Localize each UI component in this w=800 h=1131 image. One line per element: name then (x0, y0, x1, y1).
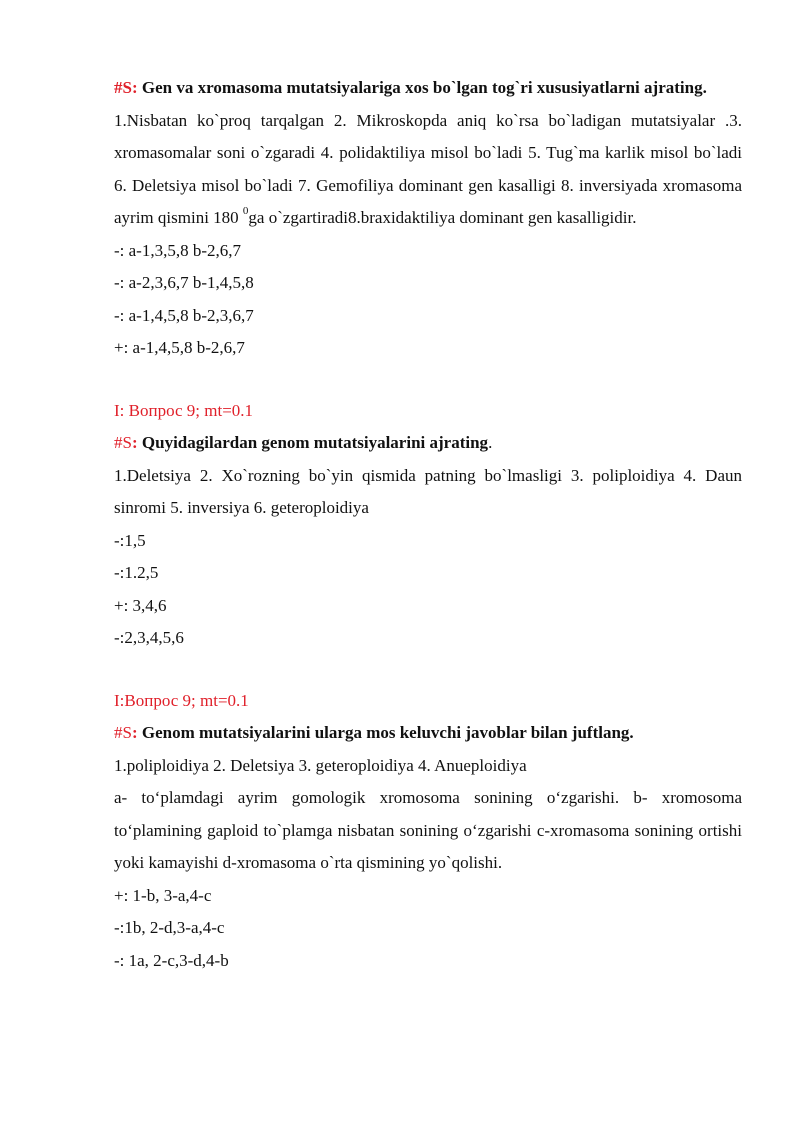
question-list: 1.poliploidiya 2. Deletsiya 3. geteroploidiya 4. Anueploidiya (114, 755, 527, 775)
answer-option: -: a-1,3,5,8 b-2,6,7 (114, 240, 242, 260)
question-block-2 (114, 395, 742, 655)
question-prompt (114, 72, 742, 105)
answer-option: -: a-1,4,5,8 b-2,3,6,7 (114, 305, 254, 325)
s-colon: : (131, 433, 138, 452)
question-header: I:Вопрос 9; mt=0.1 (114, 690, 249, 710)
answer-option: +: 1-b, 3-a,4-c (114, 885, 212, 905)
question-body: a- to‘plamdagi ayrim gomologik xromosoma sonining o‘zgarishi. b- xromosoma to‘plamining gaploid to`plamga nisbatan sonining o‘zgarishi c-xromasoma sonining ortishi yoki kamayishi d-xromasoma o`rta qismining yo`qolishi. (114, 788, 742, 872)
answer-option: -:2,3,4,5,6 (114, 628, 184, 647)
prompt-text: Quyidagilardan genom mutatsiyalarini ajrating (141, 433, 489, 452)
s-colon: : (131, 723, 138, 742)
s-colon: : (131, 78, 138, 97)
s-marker: #S (114, 78, 132, 97)
question-block-1 (114, 72, 742, 365)
document-page (114, 72, 742, 1007)
answer-option: -: a-2,3,6,7 b-1,4,5,8 (114, 273, 254, 292)
prompt-text: Gen va xromasoma mutatsiyalariga xos bo`lgan tog`ri xususiyatlarni ajrating. (141, 78, 707, 97)
answer-option: -:1.2,5 (114, 563, 159, 582)
answer-option: -: 1a, 2-c,3-d,4-b (114, 950, 229, 970)
answer-option: -:1,5 (114, 530, 146, 550)
question-prompt (114, 717, 742, 750)
degree-superscript: 0 (242, 205, 249, 217)
question-body (114, 105, 742, 235)
answer-option: +: 3,4,6 (114, 595, 167, 615)
question-body: 1.Deletsiya 2. Xo`rozning bo`yin qismida patning bo`lmasligi 3. poliploidiya 4. Daun sinromi 5. inversiya 6. geteroploidiya (114, 465, 742, 517)
body-text: 1.Nisbatan ko`proq tarqalgan 2. Mikroskopda aniq ko`rsa bo`ladigan mutatsiyalar .3. xromasomalar soni o`zgaradi 4. polidaktiliya misol bo`ladi 5. Tug`ma karlik misol bo`ladi 6. Deletsiya misol bo`ladi 7. Gemofiliya dominant gen kasalligi 8. inversiyada xromasoma ayrim qismini 180 (114, 110, 742, 227)
prompt-text: Genom mutatsiyalarini ularga mos keluvchi javoblar bilan juftlang. (141, 723, 634, 742)
answer-option: -:1b, 2-d,3-a,4-c (114, 918, 225, 937)
prompt-end: . (488, 433, 493, 452)
question-block-3 (114, 685, 742, 978)
question-header: I: Вопрос 9; mt=0.1 (114, 400, 254, 420)
s-marker: #S (114, 723, 132, 742)
s-marker: #S (114, 433, 132, 452)
body-text-end: ga o`zgartiradi8.braxidaktiliya dominant gen kasalligidir. (248, 208, 637, 227)
answer-option: +: a-1,4,5,8 b-2,6,7 (114, 338, 245, 357)
question-prompt (114, 427, 742, 460)
